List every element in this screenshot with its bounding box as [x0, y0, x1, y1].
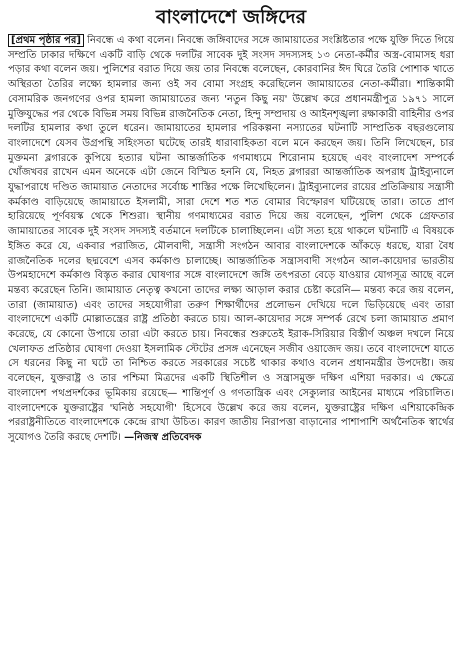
continuation-label: [প্রথম পৃষ্ঠার পর]: [8, 34, 84, 47]
article-byline: —নিজস্ব প্রতিবেদক: [124, 431, 202, 443]
article-headline: বাংলাদেশে জঙ্গিদের: [155, 6, 307, 28]
article-body: [8, 34, 454, 446]
article-body-text: নিবন্ধে এ কথা বলেন। নিবন্ধে জঙ্গিবাদের সঙ্গে জামায়াতের সংশ্লিষ্টতার পক্ষে যুক্তি দিতে গিয়ে সম্প্রতি ঢাকার দক্ষিণে একটি বাড়ি থেকে দলটির সাবেক দুই সংসদ সদস্যসহ ১৩ নেতা-কর্মীর অস্ত্র-বোমাসহ ধরা পড়ার কথা বলেন জয়। পুলিশের বরাত দিয়ে জয় তার নিবন্ধে বলেছেন, কোরবানির ঈদ ঘিরে তৈরি পোশাক খাতে অস্থিরতা তৈরির লক্ষ্যে হামলার জন্য ওই সব বোমা সংগ্রহ করেছিলেন জামায়াতের নেতা-কর্মীরা। শান্তিকামী বেসামরিক জনগণের ওপর হামলা জামায়াতের জন্য 'নতুন কিছু নয়' উল্লেখ করে প্রধানমন্ত্রীপুত্র ১৯৭১ সালে মুক্তিযুদ্ধের পর থেকে বিভিন্ন সময় বিভিন্ন রাজনৈতিক নেতা, হিন্দু সম্প্রদায় ও আইনশৃঙ্খলা রক্ষাকারী বাহিনীর ওপর দলটির হামলার কথা তুলে ধরেন। জামায়াতের হামলার পরিকল্পনা নস্যাতের ঘটনাটি সাম্প্রতিক বছরগুলোয় বাংলাদেশে যেসব উগ্রপন্থি সহিংসতা ঘটেছে তারই ধারাবাহিকতা বলে মনে করছেন জয়। তিনি লিখেছেন, চার মুক্তমনা ব্লগারকে কুপিয়ে হত্যার ঘটনা আন্তর্জাতিক গণমাধ্যমে শিরোনাম হয়েছে এবং বাংলাদেশ সম্পর্কে খোঁজখবর রাখেন এমন অনেকে এটা জেনে বিস্মিত হননি যে, নিহত ব্লগাররা আন্তর্জাতিক অপরাধ ট্রাইব্যুনালে যুদ্ধাপরাধে দণ্ডিত জামায়াত নেতাদের সর্বোচ্চ শাস্তির পক্ষে লিখেছিলেন। ট্রাইব্যুনালের রায়ের প্রতিক্রিয়ায় সন্ত্রাসী কর্মকাণ্ড বাড়িয়েছে জামায়াতে ইসলামী, সারা দেশে শত শত বোমার বিস্ফোরণ ঘটিয়েছে তারা। তাতে প্রাণ হারিয়েছে পূর্ণবয়স্ক থেকে শিশুরা। স্থানীয় গণমাধ্যমের বরাত দিয়ে জয় বলেছেন, পুলিশ থেকে গ্রেফতার জামায়াতের সাবেক দুই সংসদ সদস্যই বর্তমানে দলটিকে চালাচ্ছিলেন। এটা সত্য হয়ে থাকলে ঘটনাটি এ বিষয়কে ইঙ্গিত করে যে, একবার পরাজিত, মৌলবাদী, সন্ত্রাসী সংগঠন আবার বাংলাদেশকে আঁকড়ে ধরছে, যারা বৈধ রাজনৈতিক দলের ছদ্মবেশে এসব কর্মকাণ্ড চালাচ্ছে। আন্তর্জাতিক সন্ত্রাসবাদী সংগঠন আল-কায়েদার ভারতীয় উপমহাদেশে কর্মকাণ্ড বিস্তৃত করার ঘোষণার সঙ্গে বাংলাদেশে জঙ্গি তৎপরতা বেড়ে যাওয়ার যোগসূত্র আছে বলে মন্তব্য করেছেন তিনি। জামায়াত নেতৃত্ব কখনো তাদের লক্ষ্য আড়াল করার চেষ্টা করেনি— মন্তব্য করে জয় বলেন, তারা (জামায়াত) এবং তাদের সহযোগীরা তরুণ শিক্ষার্থীদের প্রলোভন দেখিয়ে দলে ভিড়িয়েছে এবং তারা বাংলাদেশে একটি মোল্লাতন্ত্রের রাষ্ট্র প্রতিষ্ঠা করতে চায়। আল-কায়েদার সঙ্গে সম্পর্ক রেখে চলা জামায়াত প্রমাণ করেছে, যে কোনো উপায়ে তারা এটা করতে চায়। নিবন্ধের শুরুতেই ইরাক-সিরিয়ার বিস্তীর্ণ অঞ্চল দখলে নিয়ে খেলাফত প্রতিষ্ঠার ঘোষণা দেওয়া ইসলামিক স্টেটের প্রসঙ্গ এনেছেন সজীব ওয়াজেদ জয়। তবে বাংলাদেশে যাতে সে ধরনের কিছু না ঘটে তা নিশ্চিত করতে সরকারের সচেষ্ট থাকার কথাও বলেন প্রধানমন্ত্রীর উপদেষ্টা। জয় বলেছেন, যুক্তরাষ্ট্র ও তার পশ্চিমা মিত্রদের একটি স্থিতিশীল ও সন্ত্রাসমুক্ত দক্ষিণ এশিয়া দরকার। এ ক্ষেত্রে বাংলাদেশ পথপ্রদর্শকের ভূমিকায় রয়েছে— শান্তিপূর্ণ ও গণতান্ত্রিক এবং সেক্যুলার আইনের মাধ্যমে পরিচালিত। বাংলাদেশকে যুক্তরাষ্ট্রের 'ঘনিষ্ঠ সহযোগী' হিসেবে উল্লেখ করে জয় বলেন, যুক্তরাষ্ট্রের দক্ষিণ এশিয়াকেন্দ্রিক পররাষ্ট্রনীতিতে বাংলাদেশকে কেন্দ্রে রাখা উচিত। কারণ জাতীয় নিরাপত্তা বাড়ানোর পাশাপাশি অর্থনৈতিক স্বার্থের সুযোগও তৈরি করছে দেশটি।: [8, 35, 454, 443]
